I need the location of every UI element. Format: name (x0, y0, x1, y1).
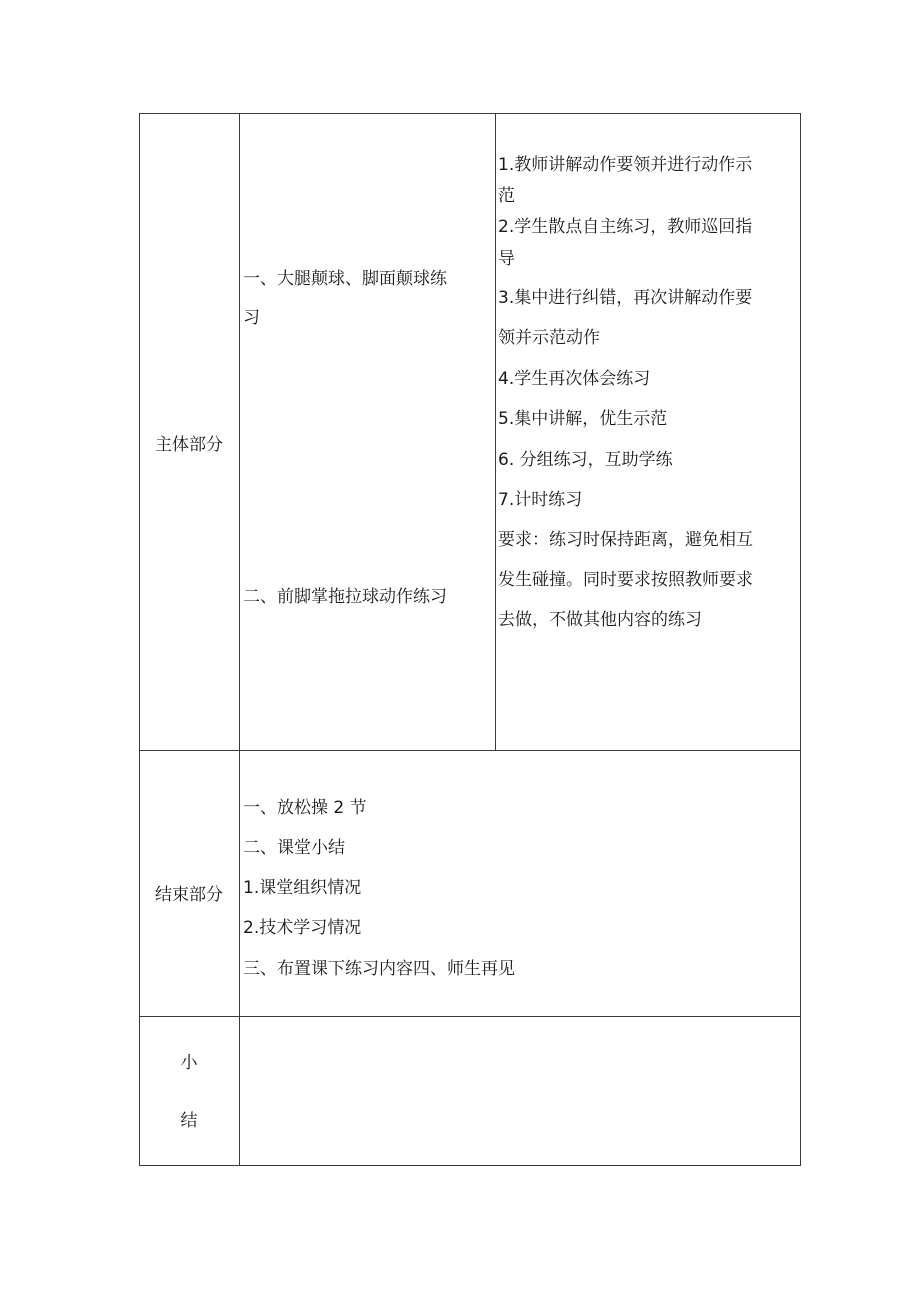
end-line: 二、课堂小结 (243, 838, 345, 858)
step-line: 领并示范动作 (498, 328, 600, 348)
end-line: 三、布置课下练习内容四、师生再见 (243, 959, 515, 979)
table-divider-label-col (239, 113, 240, 1166)
step-line: 4.学生再次体会练习 (498, 369, 651, 389)
end-line: 2.技术学习情况 (243, 918, 362, 938)
table-border-right (800, 113, 801, 1166)
step-line: 去做，不做其他内容的练习 (498, 610, 702, 630)
summary-label-char1: 小 (180, 1053, 198, 1073)
main-section-label: 主体部分 (155, 435, 223, 455)
step-line: 2.学生散点自主练习，教师巡回指 (498, 217, 753, 237)
table-divider-steps-col (495, 113, 496, 751)
step-line: 1.教师讲解动作要领并进行动作示 (498, 155, 753, 175)
end-line: 1.课堂组织情况 (243, 878, 362, 898)
summary-label-char2: 结 (180, 1111, 198, 1131)
step-line: 5.集中讲解，优生示范 (498, 409, 668, 429)
step-line: 3.集中进行纠错，再次讲解动作要 (498, 288, 753, 308)
end-section-label: 结束部分 (155, 885, 223, 905)
step-line: 7.计时练习 (498, 490, 583, 510)
step-line: 发生碰撞。同时要求按照教师要求 (498, 570, 753, 590)
step-line: 6. 分组练习，互助学练 (498, 450, 673, 470)
step-line: 范 (498, 186, 515, 206)
drill-1-line1: 一、大腿颠球、脚面颠球练 (243, 269, 447, 289)
drill-2: 二、前脚掌拖拉球动作练习 (243, 587, 447, 607)
drill-1-line2: 习 (243, 308, 260, 328)
end-line: 一、放松操 2 节 (243, 798, 367, 818)
table-border-left (139, 113, 140, 1166)
step-line: 导 (498, 249, 515, 269)
step-line: 要求：练习时保持距离，避免相互 (498, 530, 753, 550)
